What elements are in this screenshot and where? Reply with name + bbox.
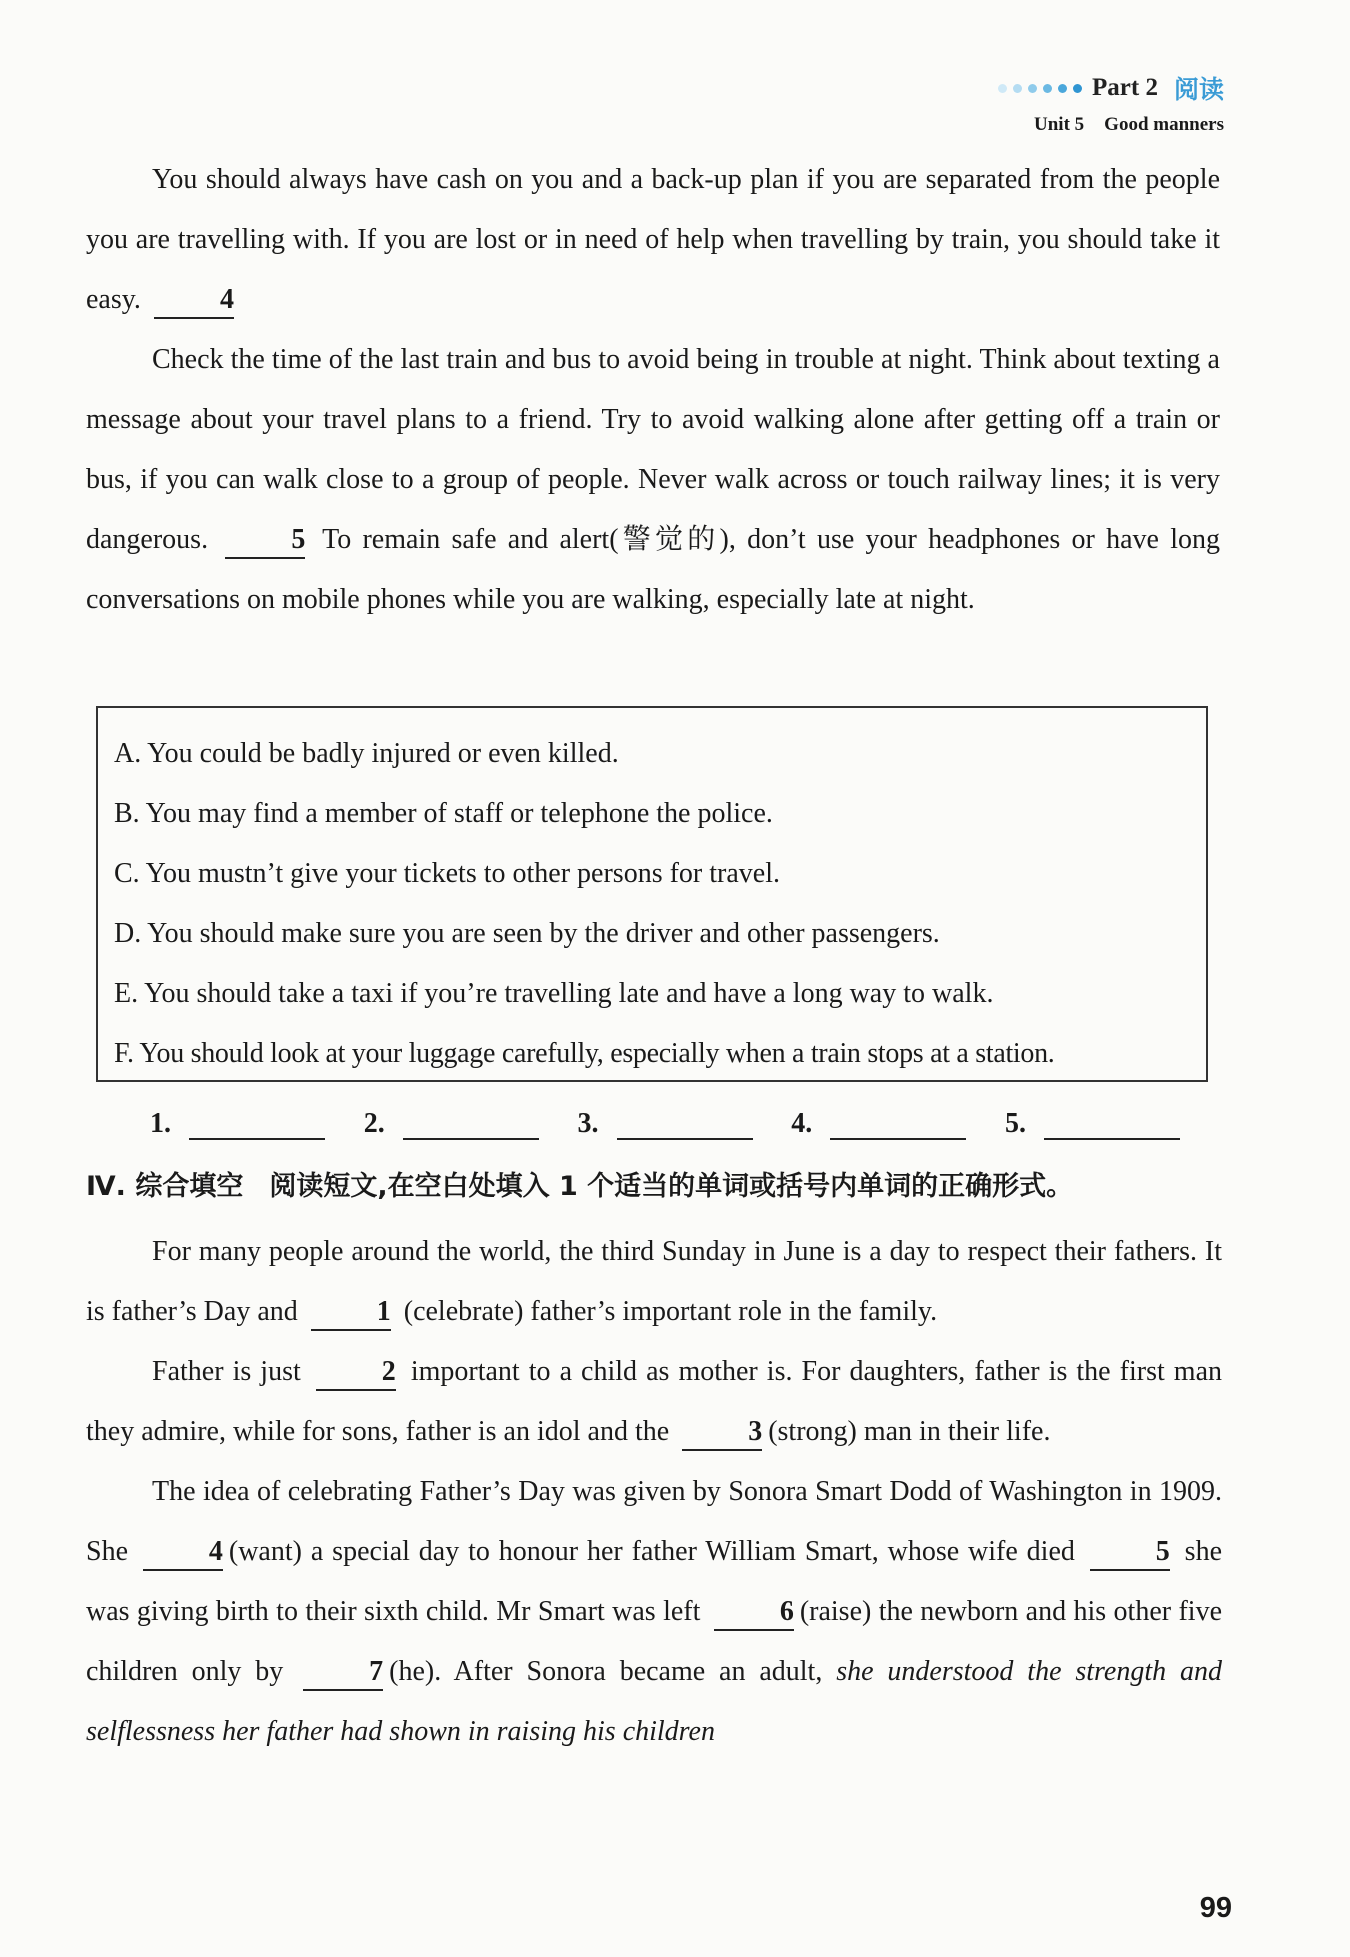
paragraph-text: she understood the strength and selflessness her father had shown in raising his children <box>86 1656 1222 1747</box>
page-header <box>998 70 1224 136</box>
answer-number: 5. <box>1005 1108 1026 1139</box>
answer-line[interactable] <box>403 1108 539 1140</box>
section-number: Ⅳ. 综合填空 <box>86 1171 244 1202</box>
passage-1-paragraph-1 <box>86 150 1220 330</box>
option-e: E. You should take a taxi if you’re travelling late and have a long way to walk. <box>114 978 994 1009</box>
passage-2-paragraph-1 <box>86 1222 1222 1342</box>
paragraph-text: Check the time of the last train and bus to avoid being in trouble at night. Think about texting a message about your travel plans to a friend. Try to avoid walking alone after getting off a train or bus, if you can walk close to a group of people. Never walk across or touch railway lines; it is very dangerous. <box>86 344 1220 555</box>
passage-1 <box>86 150 1220 630</box>
decorative-dots <box>998 84 1082 93</box>
fill-blank-1: 1 <box>311 1295 391 1331</box>
paragraph-text: important to a child as mother is. For daughters, father is the first man they admire, while for sons, father is an idol and the <box>86 1356 1222 1447</box>
fill-blank-5: 5 <box>1090 1535 1170 1571</box>
paragraph-text: You should always have cash on you and a back-up plan if you are separated from the people you are travelling with. If you are lost or in need of help when travelling by train, you should take it easy. <box>86 164 1220 315</box>
fill-blank-7: 7 <box>303 1655 383 1691</box>
answer-4 <box>791 1108 966 1140</box>
passage-2-paragraph-3 <box>86 1462 1222 1762</box>
fill-blank-6: 6 <box>714 1595 794 1631</box>
paragraph-text: To remain safe and alert(警觉的), don’t use your headphones or have long conversations on mobile phones while you are walking, especially late at night. <box>86 524 1220 615</box>
paragraph-text: (want) a special day to honour her father William Smart, whose wife died <box>228 1536 1075 1567</box>
fill-blank-2: 2 <box>316 1355 396 1391</box>
answer-number: 2. <box>363 1108 385 1139</box>
answer-line[interactable] <box>189 1108 325 1140</box>
paragraph-text: Father is just <box>152 1356 301 1387</box>
fill-blank-3: 3 <box>682 1415 762 1451</box>
option-b: B. You may find a member of staff or telephone the police. <box>114 798 773 829</box>
paragraph-text: (strong) man in their life. <box>768 1416 1051 1447</box>
section-instruction: 阅读短文,在空白处填入 1 个适当的单词或括号内单词的正确形式。 <box>269 1171 1074 1202</box>
paragraph-text: (celebrate) father’s important role in the family. <box>403 1296 938 1327</box>
unit-line <box>998 114 1224 136</box>
section-4-title <box>86 1164 1073 1203</box>
fill-blank-4: 4 <box>143 1535 223 1571</box>
options-box <box>96 706 1208 1082</box>
answer-number: 3. <box>577 1108 599 1139</box>
dot-icon <box>1013 84 1022 93</box>
paragraph-text: (he). After Sonora became an adult, <box>389 1656 823 1687</box>
passage-1-paragraph-2 <box>86 330 1220 630</box>
answer-line[interactable] <box>617 1108 753 1140</box>
answer-3 <box>578 1108 753 1140</box>
answer-line[interactable] <box>830 1108 966 1140</box>
answer-blank-4: 4 <box>154 283 234 319</box>
answer-5 <box>1005 1108 1180 1140</box>
passage-2-paragraph-2 <box>86 1342 1222 1462</box>
answer-1 <box>150 1108 325 1140</box>
answer-row <box>150 1108 1180 1140</box>
dot-icon <box>998 84 1007 93</box>
part-label: Part 2 <box>1092 74 1158 101</box>
answer-number: 1. <box>150 1108 171 1139</box>
page-number: 99 <box>1199 1892 1232 1924</box>
answer-2 <box>364 1108 539 1140</box>
answer-number: 4. <box>791 1108 813 1139</box>
passage-2 <box>86 1222 1222 1762</box>
option-f: F. You should look at your luggage carefully, especially when a train stops at a station. <box>114 1038 1055 1069</box>
dot-icon <box>1073 84 1082 93</box>
paragraph-text: she was giving birth to their sixth child. Mr Smart was left <box>86 1536 1222 1627</box>
dot-icon <box>1043 84 1052 93</box>
dot-icon <box>1028 84 1037 93</box>
unit-title: Good manners <box>1104 114 1224 135</box>
unit-label: Unit 5 <box>1034 114 1085 135</box>
header-part-line <box>998 70 1224 106</box>
part-chinese-label: 阅读 <box>1173 75 1224 104</box>
option-d: D. You should make sure you are seen by the driver and other passengers. <box>114 918 940 949</box>
paragraph-text: The idea of celebrating Father’s Day was given by Sonora Smart Dodd of Washington in 1909. She <box>86 1476 1222 1567</box>
option-a: A. You could be badly injured or even killed. <box>114 738 619 769</box>
paragraph-text: For many people around the world, the third Sunday in June is a day to respect their fathers. It is father’s Day and <box>86 1236 1222 1327</box>
paragraph-text: (raise) the newborn and his other five children only by <box>86 1596 1223 1687</box>
answer-line[interactable] <box>1044 1108 1180 1140</box>
option-c: C. You mustn’t give your tickets to other persons for travel. <box>114 858 780 889</box>
answer-blank-5: 5 <box>225 523 305 559</box>
dot-icon <box>1058 84 1067 93</box>
